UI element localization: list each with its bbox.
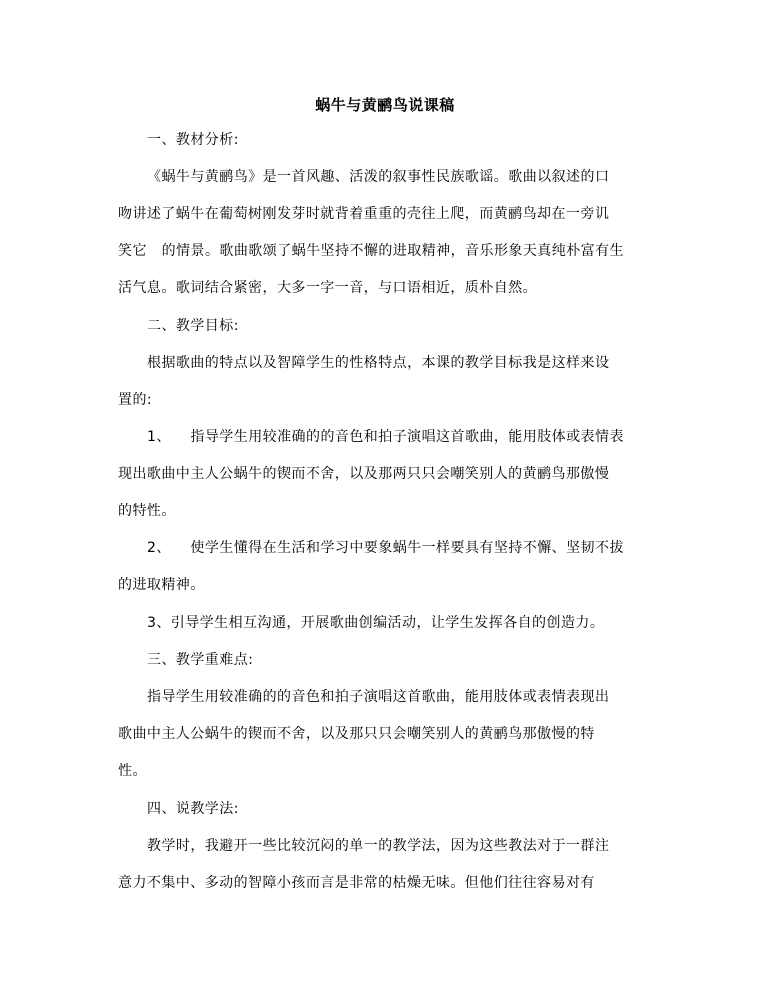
heading-key-difficulties: 三、教学重难点:	[147, 652, 254, 668]
paragraph-line: 性。	[118, 763, 147, 779]
paragraph-line: 指导学生用较准确的的音色和拍子演唱这首歌曲，能用肢体或表情表现出	[147, 689, 610, 705]
paragraph-line: 现出歌曲中主人公蜗牛的锲而不舍，以及那两只只会嘲笑别人的黄鹂鸟那傲慢	[118, 466, 610, 482]
paragraph-line: 吻讲述了蜗牛在葡萄树刚发芽时就背着重重的壳往上爬，而黄鹂鸟却在一旁讥	[118, 206, 610, 222]
paragraph-line: 的特性。	[118, 503, 176, 519]
heading-teaching-methods: 四、说教学法:	[147, 801, 239, 817]
paragraph-line: 活气息。歌词结合紧密，大多一字一音，与口语相近，质朴自然。	[118, 280, 538, 296]
document-title: 蜗牛与黄鹂鸟说课稿	[315, 96, 455, 114]
paragraph-line: 置的:	[118, 392, 153, 408]
heading-materials-analysis: 一、教材分析:	[147, 132, 239, 148]
paragraph-line: 的进取精神。	[118, 577, 205, 593]
list-item-2: 2、 使学生懂得在生活和学习中要象蜗牛一样要具有坚持不懈、坚韧不拔	[147, 540, 624, 556]
paragraph-line: 笑它 的情景。歌曲歌颂了蜗牛坚持不懈的进取精神，音乐形象天真纯朴富有生	[118, 243, 624, 259]
list-item-3: 3、引导学生相互沟通，开展歌曲创编活动，让学生发挥各自的创造力。	[147, 615, 605, 631]
paragraph-line: 教学时，我避开一些比较沉闷的单一的教学法，因为这些教法对于一群注	[147, 838, 610, 854]
paragraph-line: 意力不集中、多动的智障小孩而言是非常的枯燥无味。但他们往往容易对有	[118, 875, 595, 891]
list-item-1: 1、 指导学生用较准确的的音色和拍子演唱这首歌曲，能用肢体或表情表	[147, 429, 624, 445]
paragraph-line: 根据歌曲的特点以及智障学生的性格特点，本课的教学目标我是这样来设	[147, 355, 610, 371]
heading-teaching-goals: 二、教学目标:	[147, 318, 239, 334]
paragraph-line: 歌曲中主人公蜗牛的锲而不舍，以及那只只会嘲笑别人的黄鹂鸟那傲慢的特	[118, 726, 595, 742]
paragraph-line: 《蜗牛与黄鹂鸟》是一首风趣、活泼的叙事性民族歌谣。歌曲以叙述的口	[147, 169, 610, 185]
